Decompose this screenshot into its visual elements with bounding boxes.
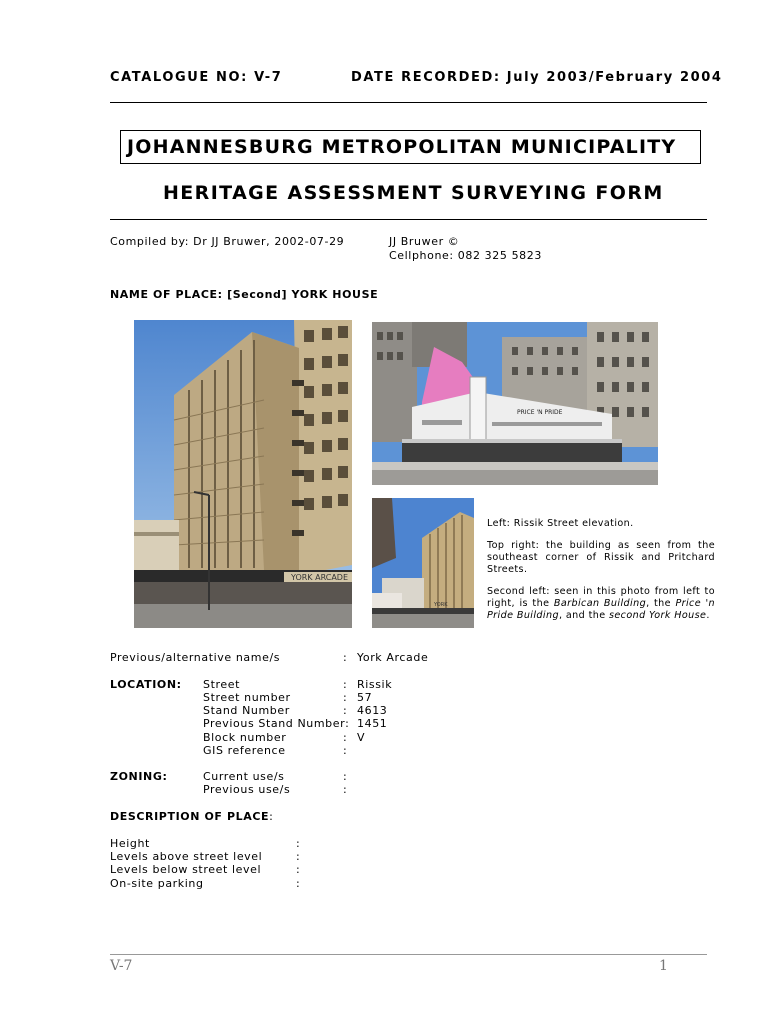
location-block-label: Block number	[203, 731, 287, 744]
location-street-number-value: 57	[357, 691, 373, 704]
page-title: JOHANNESBURG METROPOLITAN MUNICIPALITY	[127, 136, 677, 158]
caption-period: .	[706, 610, 710, 621]
description-levels-above-colon: :	[296, 850, 301, 863]
location-street-number-label: Street number	[203, 691, 291, 704]
caption-price-n-pride: Price 'n Pride Building	[487, 598, 716, 621]
location-block-colon: :	[343, 731, 348, 744]
description-levels-above-label: Levels above street level	[110, 850, 263, 863]
location-gis-colon: :	[343, 744, 348, 757]
photo-captions	[487, 518, 715, 632]
description-height-label: Height	[110, 837, 150, 850]
zoning-label: ZONING:	[110, 770, 168, 783]
page-number: 1	[659, 958, 668, 974]
location-stand-number-value: 4613	[357, 704, 388, 717]
location-stand-number-colon: :	[343, 704, 348, 717]
location-stand-number-label: Stand Number	[203, 704, 290, 717]
zoning-current-label: Current use/s	[203, 770, 285, 783]
name-of-place: NAME OF PLACE: [Second] YORK HOUSE	[110, 288, 379, 301]
footer-rule	[110, 954, 707, 955]
zoning-previous-label: Previous use/s	[203, 783, 291, 796]
caption-top-right: Top right: the building as seen from the southeast corner of Rissik and Pritchard Streets.	[487, 540, 715, 575]
description-label: DESCRIPTION OF PLACE	[110, 810, 270, 823]
description-parking-label: On-site parking	[110, 877, 204, 890]
location-label: LOCATION:	[110, 678, 182, 691]
caption-second-left	[487, 586, 715, 622]
caption-second-left-text: Second left: seen in this photo from left to right, is the	[487, 586, 715, 609]
description-parking-colon: :	[296, 877, 301, 890]
location-street-label: Street	[203, 678, 241, 691]
york-sign: YORK	[434, 602, 448, 608]
subtitle-rule	[110, 219, 707, 220]
description-height-colon: :	[296, 837, 301, 850]
contact-cellphone: Cellphone: 082 325 5823	[389, 249, 542, 262]
header-rule	[110, 102, 707, 103]
price-n-pride-sign: PRICE 'N PRIDE	[517, 409, 563, 416]
york-arcade-sign: YORK ARCADE	[291, 573, 348, 582]
location-gis-label: GIS reference	[203, 744, 286, 757]
description-levels-below-colon: :	[296, 863, 301, 876]
location-street-colon: :	[343, 678, 348, 691]
previous-names-value: York Arcade	[357, 651, 429, 664]
photo-street-view	[372, 498, 474, 628]
description-levels-below-label: Levels below street level	[110, 863, 262, 876]
caption-barbican: Barbican Building	[553, 598, 647, 609]
photo-rissik-elevation	[134, 320, 352, 628]
caption-sep-2: , and the	[558, 610, 609, 621]
zoning-current-colon: :	[343, 770, 348, 783]
location-block-value: V	[357, 731, 366, 744]
photo-southeast-corner	[372, 322, 658, 485]
form-subtitle: HERITAGE ASSESSMENT SURVEYING FORM	[163, 182, 664, 204]
contact-name: JJ Bruwer ©	[389, 235, 460, 248]
location-street-number-colon: :	[343, 691, 348, 704]
date-recorded: DATE RECORDED: July 2003/February 2004	[351, 70, 723, 85]
location-prev-stand-value: 1451	[357, 717, 388, 730]
description-heading	[110, 810, 273, 823]
footer-catalogue: V-7	[110, 958, 133, 974]
location-street-value: Rissik	[357, 678, 393, 691]
catalogue-number: CATALOGUE NO: V-7	[110, 70, 283, 85]
caption-sep-1: , the	[646, 598, 676, 609]
previous-names-label: Previous/alternative name/s	[110, 651, 281, 664]
location-prev-stand-label: Previous Stand Number:	[203, 717, 350, 730]
caption-left: Left: Rissik Street elevation.	[487, 518, 634, 529]
title-box	[120, 130, 701, 164]
previous-names-colon: :	[343, 651, 348, 664]
compiled-by: Compiled by: Dr JJ Bruwer, 2002-07-29	[110, 235, 345, 248]
zoning-previous-colon: :	[343, 783, 348, 796]
caption-second-york: second York House	[608, 610, 707, 621]
description-colon: :	[269, 810, 274, 823]
